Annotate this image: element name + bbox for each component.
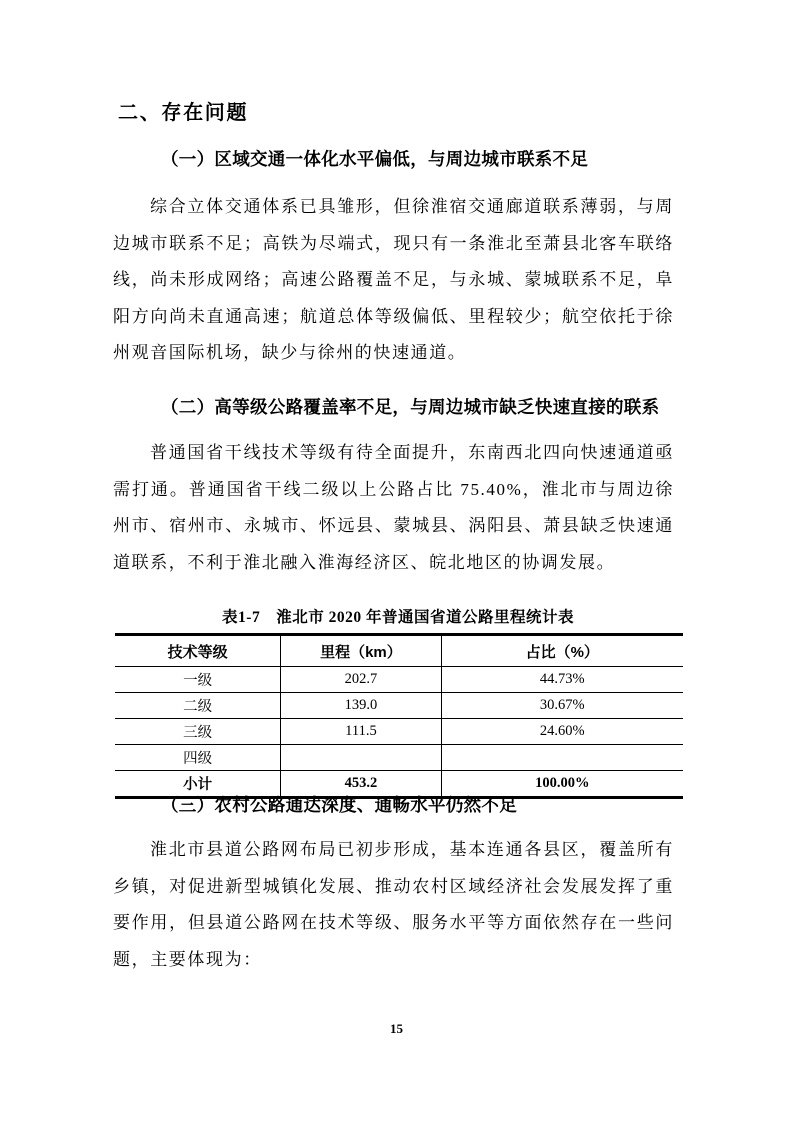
cell-share: 44.73%: [441, 667, 683, 693]
section-1-heading: （一）区域交通一体化水平偏低，与周边城市联系不足: [161, 149, 589, 169]
header-mileage-km: 里程（km）: [281, 635, 441, 667]
cell-grade: 小计: [115, 771, 281, 798]
page-number: 15: [390, 1021, 403, 1036]
section-1-paragraph: 综合立体交通体系已具雏形，但徐淮宿交通廊道联系薄弱，与周边城市联系不足；高铁为尽端式，现只有一条淮北至萧县北客车联络线，尚未形成网络；高速公路覆盖不足，与永城、蒙城联系不足，阜阳方向尚未直通高速；航道总体等级偏低、里程较少；航空依托于徐州观音国际机场，缺少与徐州的快速通道。: [113, 197, 674, 363]
cell-grade: 一级: [115, 667, 281, 693]
cell-mileage: 453.2: [281, 771, 441, 798]
cell-grade: 二级: [115, 693, 281, 719]
table-caption: 表1-7 淮北市 2020 年普通国省道公路里程统计表: [222, 609, 574, 626]
cell-share: 30.67%: [441, 693, 683, 719]
cell-mileage: [281, 745, 441, 771]
cell-mileage: 139.0: [281, 693, 441, 719]
cell-share: 24.60%: [441, 719, 683, 745]
section-3-paragraph: 淮北市县道公路网布局已初步形成，基本连通各县区，覆盖所有乡镇，对促进新型城镇化发展、推动农村区域经济社会发展发挥了重要作用，但县道公路网在技术等级、服务水平等方面依然存在一些问题，主要体现为：: [113, 840, 674, 969]
chapter-heading: 二、存在问题: [118, 102, 249, 124]
table-header-row: [115, 635, 683, 667]
road-mileage-table: [115, 633, 683, 799]
header-technical-grade: 技术等级: [115, 635, 281, 667]
cell-grade: 三级: [115, 719, 281, 745]
cell-share: [441, 745, 683, 771]
table-row: [115, 719, 683, 745]
table-row: [115, 667, 683, 693]
section-2-heading: （二）高等级公路覆盖率不足，与周边城市缺乏快速直接的联系: [161, 397, 660, 417]
section-2-paragraph: 普通国省干线技术等级有待全面提升，东南西北四向快速通道亟需打通。普通国省干线二级以上公路占比 75.40%，淮北市与周边徐州市、宿州市、永城市、怀远县、蒙城县、涡阳县、萧县缺乏快速通道联系，不利于淮北融入淮海经济区、皖北地区的协调发展。: [113, 443, 674, 572]
section-3-heading: （三）农村公路通达深度、通畅水平仍然不足: [161, 795, 517, 815]
header-share-percent: 占比（%）: [441, 635, 683, 667]
cell-mileage: 202.7: [281, 667, 441, 693]
table-row: [115, 745, 683, 771]
cell-share: 100.00%: [441, 771, 683, 798]
cell-grade: 四级: [115, 745, 281, 771]
cell-mileage: 111.5: [281, 719, 441, 745]
table-row: [115, 693, 683, 719]
